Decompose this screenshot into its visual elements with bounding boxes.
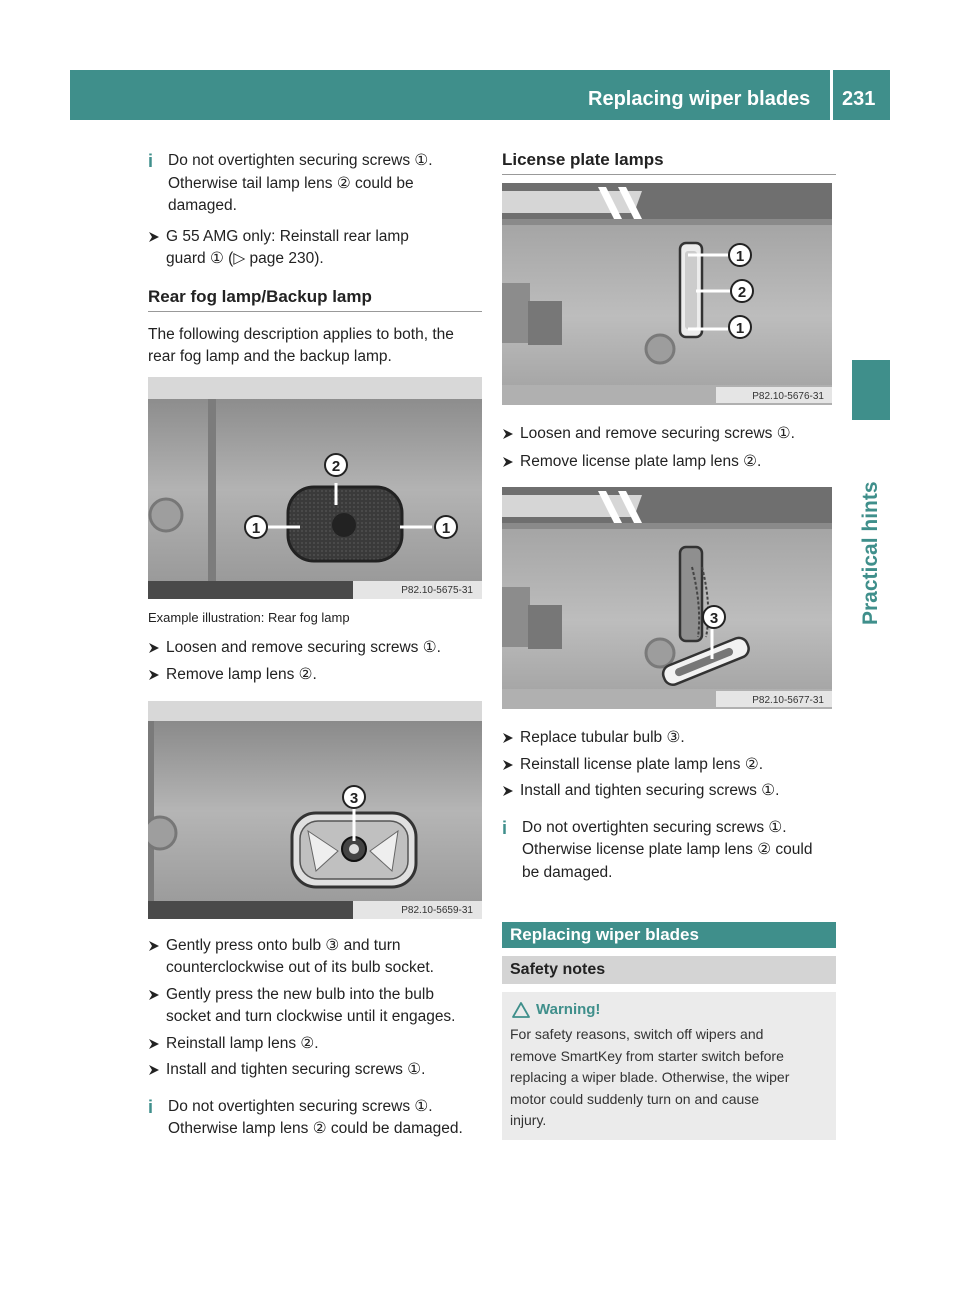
callout-number: 1 [735, 248, 745, 265]
figure-code: P82.10-5676-31 [752, 391, 824, 402]
callout-number: 1 [441, 519, 451, 537]
subsection-banner-safety-notes: Safety notes [502, 956, 836, 984]
arrow-icon [502, 785, 514, 797]
step-replace-bulb [502, 727, 836, 750]
callout-number: 3 [349, 789, 359, 807]
figure-license-plate-lamp-art [502, 183, 832, 405]
callout-number: 1 [251, 519, 261, 537]
step-line: Install and tighten securing screws ①. [520, 782, 780, 799]
figure-code: P82.10-5677-31 [752, 695, 824, 706]
step-press-bulb [148, 935, 482, 980]
warning-line: injury. [510, 1112, 547, 1128]
warning-title [510, 1000, 828, 1020]
arrow-icon [502, 759, 514, 771]
step-line: Reinstall license plate lamp lens ②. [520, 755, 764, 773]
info-line: Do not overtighten securing screws ①. [168, 152, 433, 169]
right-column [502, 150, 836, 1140]
info-line: Do not overtighten securing screws ①. [522, 818, 787, 836]
info-note-tail-lamp [148, 150, 482, 218]
side-tab-label: Practical hints [859, 481, 882, 625]
warning-line: remove SmartKey from starter switch before [510, 1047, 784, 1064]
step-install-screws [502, 780, 836, 803]
info-line: be damaged. [522, 863, 613, 881]
step-line: Remove license plate lamp lens ②. [520, 452, 762, 470]
step-line: Gently press onto bulb ③ and turn [166, 936, 401, 954]
step-line: Reinstall lamp lens ②. [166, 1034, 319, 1052]
header-separator [830, 70, 833, 120]
info-line: Do not overtighten securing screws ①. [168, 1097, 433, 1115]
section-banner-wiper-blades: Replacing wiper blades [502, 922, 836, 948]
page-number: 231 [842, 88, 876, 110]
figure-caption: Example illustration: Rear fog lamp [148, 609, 350, 625]
arrow-icon [502, 428, 514, 440]
warning-line: For safety reasons, switch off wipers and [510, 1026, 764, 1042]
step-line: Loosen and remove securing screws ①. [166, 638, 441, 656]
arrow-icon [148, 642, 160, 654]
fog-intro [148, 324, 482, 369]
arrow-icon [148, 669, 160, 681]
arrow-icon [148, 989, 160, 1001]
step-line: socket and turn clockwise until it engages. [166, 1008, 456, 1025]
callout-number: 2 [331, 457, 341, 475]
arrow-icon [148, 231, 160, 243]
intro-line: The following description applies to both, the [148, 325, 454, 343]
side-tab-block [852, 360, 890, 420]
step-line: counterclockwise out of its bulb socket. [166, 959, 434, 976]
figure-bulb-socket-art [148, 701, 482, 919]
header-title: Replacing wiper blades [588, 88, 811, 110]
step-line: Install and tighten securing screws ①. [166, 1061, 426, 1078]
step-reinstall-license-lens [502, 754, 836, 777]
info-line: Otherwise license plate lamp lens ② could [522, 841, 813, 858]
callout-number: 1 [735, 320, 745, 337]
step-line: G 55 AMG only: Reinstall rear lamp [166, 227, 409, 245]
step-loosen-screws [502, 423, 836, 446]
step-line: guard ① (▷ page 230). [166, 250, 324, 267]
section-heading-fog-lamp: Rear fog lamp/Backup lamp [148, 287, 482, 312]
step-install-screws [148, 1059, 482, 1082]
figure-tubular-bulb [502, 487, 832, 709]
figure-rear-fog-lamp-art [148, 377, 482, 599]
left-column [148, 150, 482, 1141]
step-loosen-screws [148, 637, 482, 660]
step-remove-license-lens [502, 451, 836, 474]
warning-triangle-icon [512, 1002, 530, 1018]
step-line: Remove lamp lens ②. [166, 666, 317, 683]
arrow-icon [148, 1064, 160, 1076]
callout-number: 2 [737, 284, 747, 301]
arrow-icon [502, 732, 514, 744]
warning-line: motor could suddenly turn on and cause [510, 1090, 760, 1107]
step-reinstall-guard [148, 226, 482, 271]
arrow-icon [148, 940, 160, 952]
figure-license-plate-lamp [502, 183, 832, 405]
step-new-bulb [148, 984, 482, 1029]
section-heading-license-plate: License plate lamps [502, 150, 836, 175]
step-line: Gently press the new bulb into the bulb [166, 985, 434, 1003]
info-line: damaged. [168, 197, 237, 214]
figure-code: P82.10-5659-31 [401, 904, 473, 916]
warning-text [510, 1024, 828, 1132]
callout-number: 3 [709, 610, 719, 627]
step-line: Replace tubular bulb ③. [520, 729, 685, 746]
figure-code: P82.10-5675-31 [401, 584, 473, 596]
info-note-license-lens [502, 817, 836, 885]
figure-rear-fog-lamp [148, 377, 482, 599]
intro-line: rear fog lamp and the backup lamp. [148, 348, 392, 365]
warning-title-text: Warning! [536, 1001, 601, 1018]
info-line: Otherwise tail lamp lens ② could be [168, 174, 414, 192]
figure-tubular-bulb-art [502, 487, 832, 709]
step-reinstall-lens [148, 1033, 482, 1056]
info-icon: i [148, 151, 154, 171]
info-icon: i [148, 1096, 154, 1117]
warning-line: replacing a wiper blade. Otherwise, the wiper [510, 1069, 790, 1085]
step-line: Loosen and remove securing screws ①. [520, 425, 795, 442]
figure-bulb-socket [148, 701, 482, 919]
info-note-lamp-lens [148, 1096, 482, 1141]
info-icon: i [502, 817, 508, 838]
arrow-icon [502, 456, 514, 468]
arrow-icon [148, 1038, 160, 1050]
warning-box [502, 992, 836, 1140]
step-remove-lens [148, 664, 482, 687]
info-line: Otherwise lamp lens ② could be damaged. [168, 1120, 463, 1137]
